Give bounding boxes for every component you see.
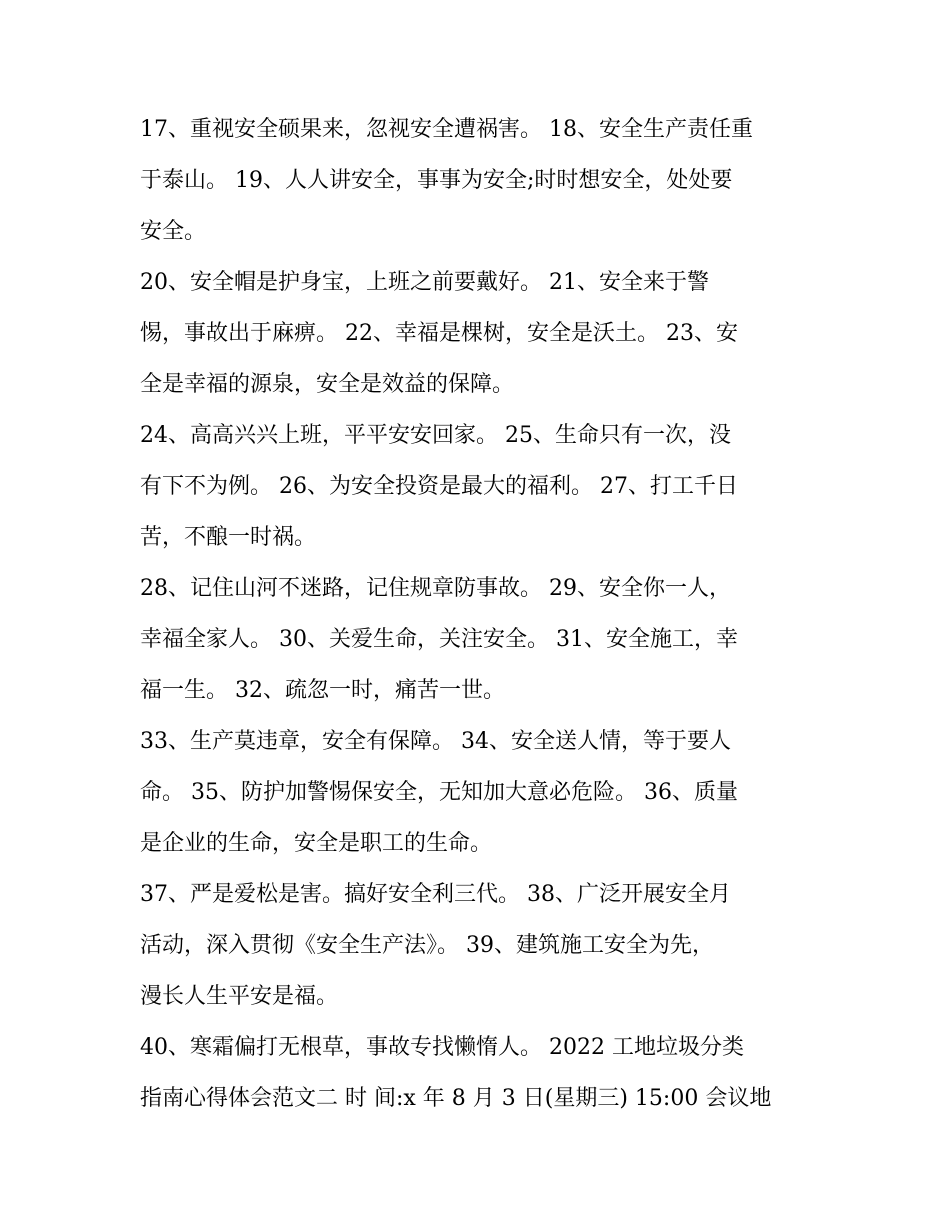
- paragraph-3: [140, 410, 812, 563]
- text-line: 指南心得体会范文二 时 间:x 年 8 月 3 日(星期三) 15:00 会议地: [140, 1086, 772, 1111]
- text-line: 33、生产莫违章，安全有保障。 34、安全送人情，等于要人: [140, 729, 731, 754]
- text-line: 20、安全帽是护身宝，上班之前要戴好。 21、安全来于警: [140, 270, 709, 295]
- text-line: 苦，不酿一时祸。: [140, 525, 317, 550]
- text-line: 漫长人生平安是福。: [140, 984, 339, 1009]
- paragraph-2: [140, 257, 812, 410]
- text-line: 17、重视安全硕果来，忽视安全遭祸害。 18、安全生产责任重: [140, 117, 753, 142]
- paragraph-4: [140, 563, 812, 716]
- text-line: 福一生。 32、疏忽一时，痛苦一世。: [140, 678, 505, 703]
- text-line: 是企业的生命，安全是职工的生命。: [140, 831, 493, 856]
- text-line: 命。 35、防护加警惕保安全，无知加大意必危险。 36、质量: [140, 780, 738, 805]
- text-line: 全是幸福的源泉，安全是效益的保障。: [140, 372, 515, 397]
- paragraph-1: [140, 104, 812, 257]
- paragraph-6: [140, 869, 812, 1022]
- text-line: 于泰山。 19、人人讲安全，事事为安全;时时想安全，处处要: [140, 168, 733, 193]
- text-line: 安全。: [140, 219, 207, 244]
- text-line: 28、记住山河不迷路，记住规章防事故。 29、安全你一人，: [140, 576, 731, 601]
- text-line: 幸福全家人。 30、关爱生命，关注安全。 31、安全施工，幸: [140, 627, 738, 652]
- text-line: 24、高高兴兴上班，平平安安回家。 25、生命只有一次，没: [140, 423, 731, 448]
- text-line: 有下不为例。 26、为安全投资是最大的福利。 27、打工千日: [140, 474, 738, 499]
- text-line: 惕，事故出于麻痹。 22、幸福是棵树，安全是沃土。 23、安: [140, 321, 738, 346]
- text-line: 活动，深入贯彻《安全生产法》。 39、建筑施工安全为先，: [140, 933, 714, 958]
- paragraph-7: [140, 1022, 812, 1124]
- text-line: 40、寒霜偏打无根草，事故专找懒惰人。 2022 工地垃圾分类: [140, 1035, 744, 1060]
- text-line: 37、严是爱松是害。搞好安全利三代。 38、广泛开展安全月: [140, 882, 731, 907]
- document-body: [140, 104, 812, 1124]
- paragraph-5: [140, 716, 812, 869]
